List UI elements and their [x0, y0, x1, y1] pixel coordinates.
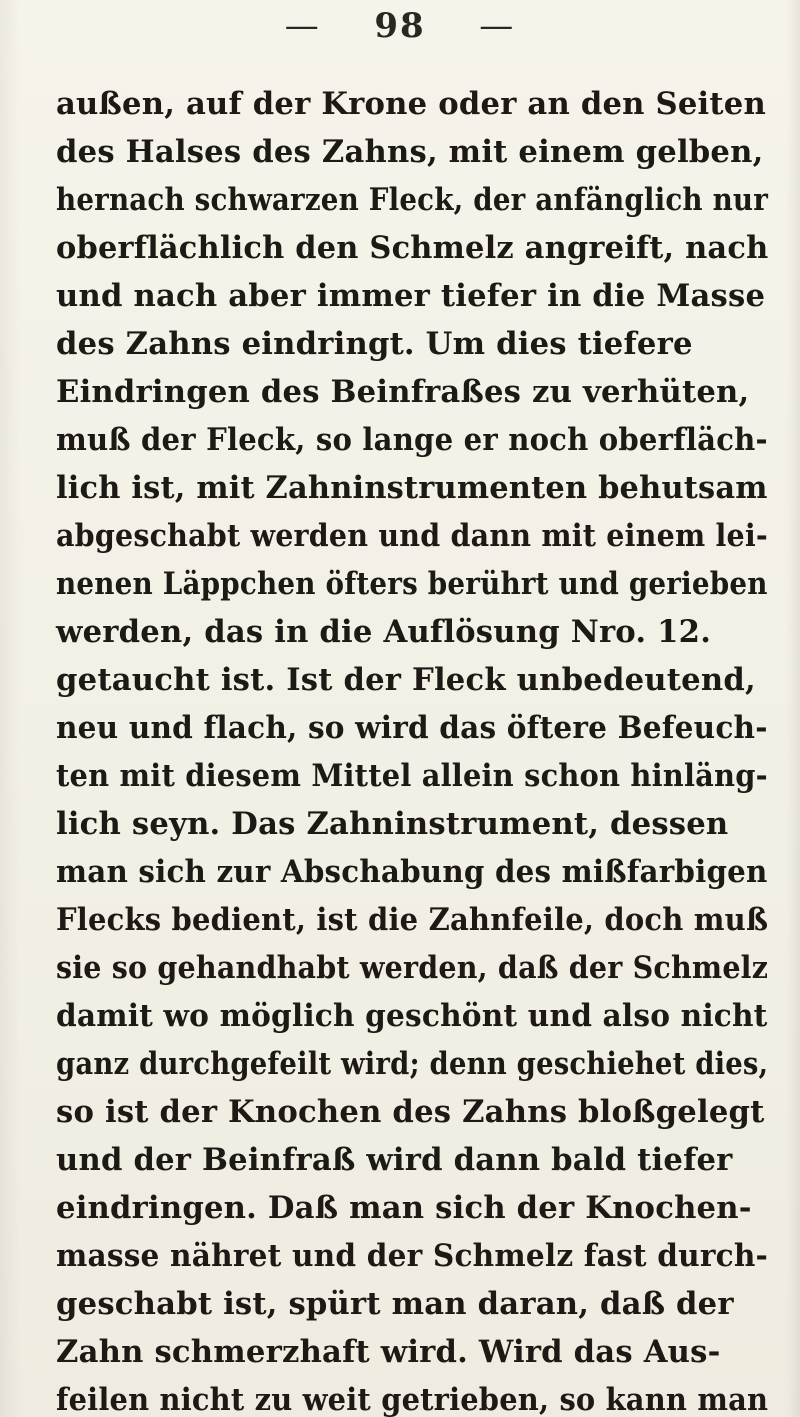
header-dash-right: —: [479, 6, 516, 46]
page-edge-shadow: [786, 0, 800, 1417]
text-line: lich ist, mit Zahninstrumenten behutsam: [56, 470, 768, 506]
page-gutter-shadow: [0, 0, 20, 1417]
text-line: getaucht ist. Ist der Fleck unbedeutend,: [56, 662, 756, 698]
text-line: des Zahns eindringt. Um dies tiefere: [56, 326, 693, 362]
text-line: werden, das in die Auflösung Nro. 12.: [56, 614, 712, 650]
text-line: lich seyn. Das Zahninstrument, dessen: [56, 806, 729, 842]
page-number: 98: [374, 6, 426, 46]
text-line: ganz durchgefeilt wird; denn geschiehet dies,: [56, 1046, 769, 1082]
text-line: muß der Fleck, so lange er noch oberfläch-: [56, 422, 768, 458]
text-line: masse nähret und der Schmelz fast durch-: [56, 1238, 769, 1274]
text-line: abgeschabt werden und dann mit einem lei-: [56, 518, 768, 554]
text-line: Flecks bedient, ist die Zahnfeile, doch muß: [56, 902, 769, 938]
text-line: des Halses des Zahns, mit einem gelben,: [56, 134, 764, 170]
text-line: feilen nicht zu weit getrieben, so kann man: [56, 1382, 769, 1417]
text-line: sie so gehandhabt werden, daß der Schmelz: [56, 950, 769, 986]
header-dash-left: —: [284, 6, 321, 46]
text-line: so ist der Knochen des Zahns bloßgelegt: [56, 1094, 765, 1130]
text-line: Zahn schmerzhaft wird. Wird das Aus-: [56, 1334, 721, 1370]
page-header: [0, 6, 800, 46]
text-line: eindringen. Daß man sich der Knochen-: [56, 1190, 752, 1226]
text-line: damit wo möglich geschönt und also nicht: [56, 998, 768, 1034]
text-line: außen, auf der Krone oder an den Seiten: [56, 86, 766, 122]
text-line: man sich zur Abschabung des mißfarbigen: [56, 854, 768, 890]
text-line: ten mit diesem Mittel allein schon hinläng-: [56, 758, 768, 794]
text-line: und der Beinfraß wird dann bald tiefer: [56, 1142, 733, 1178]
text-line: hernach schwarzen Fleck, der anfänglich nur: [56, 182, 769, 218]
text-line: und nach aber immer tiefer in die Masse: [56, 278, 766, 314]
text-line: Eindringen des Beinfraßes zu verhüten,: [56, 374, 750, 410]
text-line: neu und flach, so wird das öftere Befeuch-: [56, 710, 768, 746]
text-line: nenen Läppchen öfters berührt und gerieben: [56, 566, 768, 602]
body-text: [56, 80, 776, 1417]
text-line: oberflächlich den Schmelz angreift, nach: [56, 230, 769, 266]
text-line: geschabt ist, spürt man daran, daß der: [56, 1286, 734, 1322]
